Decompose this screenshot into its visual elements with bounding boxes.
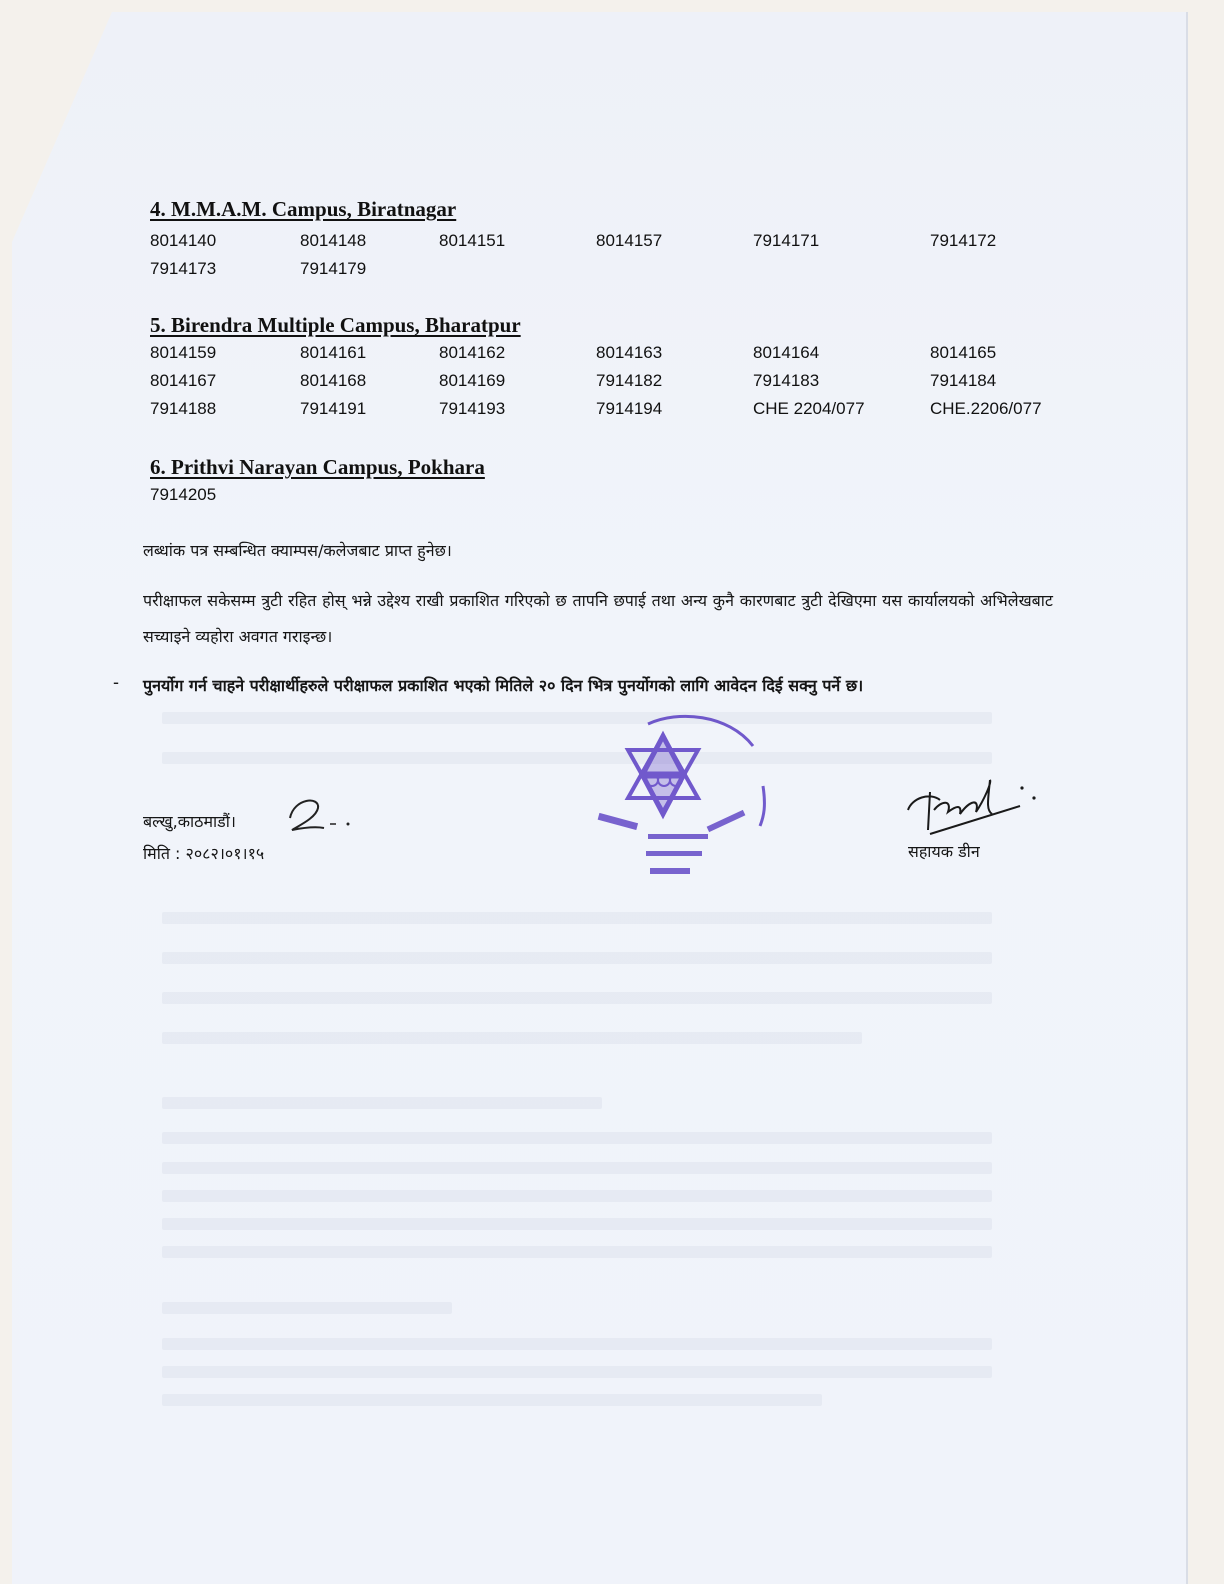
marksheet-note: लब्धांक पत्र सम्बन्धित क्याम्पस/कलेजबाट प्राप्त हुनेछ। bbox=[143, 541, 452, 560]
retotal-note: पुनर्योग गर्न चाहने परीक्षार्थीहरुले परीक्षाफल प्रकाशित भएको मितिले २० दिन भित्र पुनर्योगको लागि आवेदन दिई सक्नु पर्ने छ। bbox=[143, 676, 864, 695]
dean-signature bbox=[900, 770, 1040, 840]
symbol-number: 8014167 bbox=[150, 371, 217, 390]
campus-section-bharatpur bbox=[150, 313, 1050, 423]
symbol-number: 8014140 bbox=[150, 231, 217, 250]
symbol-grid bbox=[150, 481, 1050, 509]
section-title: 4. M.M.A.M. Campus, Biratnagar bbox=[150, 197, 457, 221]
bullet-dash: - bbox=[113, 672, 119, 692]
symbol-number: 8014164 bbox=[753, 343, 820, 362]
date-value: २०८२।०१।१५ bbox=[185, 844, 265, 863]
symbol-number: 8014159 bbox=[150, 343, 217, 362]
symbol-number: 7914193 bbox=[439, 399, 506, 418]
symbol-number: 8014151 bbox=[439, 231, 506, 250]
section-title: 5. Birendra Multiple Campus, Bharatpur bbox=[150, 313, 521, 337]
symbol-number: 8014165 bbox=[930, 343, 997, 362]
symbol-number: 7914171 bbox=[753, 231, 820, 250]
symbol-number: 7914179 bbox=[300, 259, 367, 278]
symbol-number: 8014148 bbox=[300, 231, 367, 250]
symbol-number: 7914184 bbox=[930, 371, 997, 390]
symbol-number: CHE.2206/077 bbox=[930, 399, 1042, 418]
symbol-number: CHE 2204/077 bbox=[753, 399, 865, 418]
date-label: मिति : bbox=[143, 844, 181, 863]
symbol-grid bbox=[150, 227, 1050, 283]
symbol-number: 7914188 bbox=[150, 399, 217, 418]
symbol-number: 8014162 bbox=[439, 343, 506, 362]
campus-section-pokhara bbox=[150, 455, 1050, 509]
symbol-number: 8014161 bbox=[300, 343, 367, 362]
symbol-number: 7914194 bbox=[596, 399, 663, 418]
issue-place: बल्खु,काठमाडौं। bbox=[143, 812, 236, 831]
campus-section-biratnagar bbox=[150, 197, 1050, 283]
symbol-number: 8014163 bbox=[596, 343, 663, 362]
symbol-number: 8014169 bbox=[439, 371, 506, 390]
office-seal-stamp bbox=[588, 706, 778, 896]
symbol-number: 7914172 bbox=[930, 231, 997, 250]
symbol-number: 8014168 bbox=[300, 371, 367, 390]
symbol-number: 7914182 bbox=[596, 371, 663, 390]
issue-date bbox=[143, 842, 264, 864]
symbol-number: 7914205 bbox=[150, 485, 217, 504]
symbol-number: 8014157 bbox=[596, 231, 663, 250]
section-title: 6. Prithvi Narayan Campus, Pokhara bbox=[150, 455, 485, 479]
symbol-number: 7914183 bbox=[753, 371, 820, 390]
symbol-number: 7914173 bbox=[150, 259, 217, 278]
symbol-number: 7914191 bbox=[300, 399, 367, 418]
initial-signature bbox=[280, 790, 360, 840]
page-edge bbox=[1186, 12, 1188, 1584]
symbol-grid bbox=[150, 339, 1050, 423]
disclaimer-note: परीक्षाफल सकेसम्म त्रुटी रहित होस् भन्ने उद्देश्य राखी प्रकाशित गरिएको छ तापनि छपाई तथा अन्य कुनै कारणबाट त्रुटी देखिएमा यस कार्यालयको अभिलेखबाट सच्याइने व्यहोरा अवगत गराइन्छ। bbox=[143, 591, 1053, 646]
signatory-role: सहायक डीन bbox=[908, 842, 980, 861]
